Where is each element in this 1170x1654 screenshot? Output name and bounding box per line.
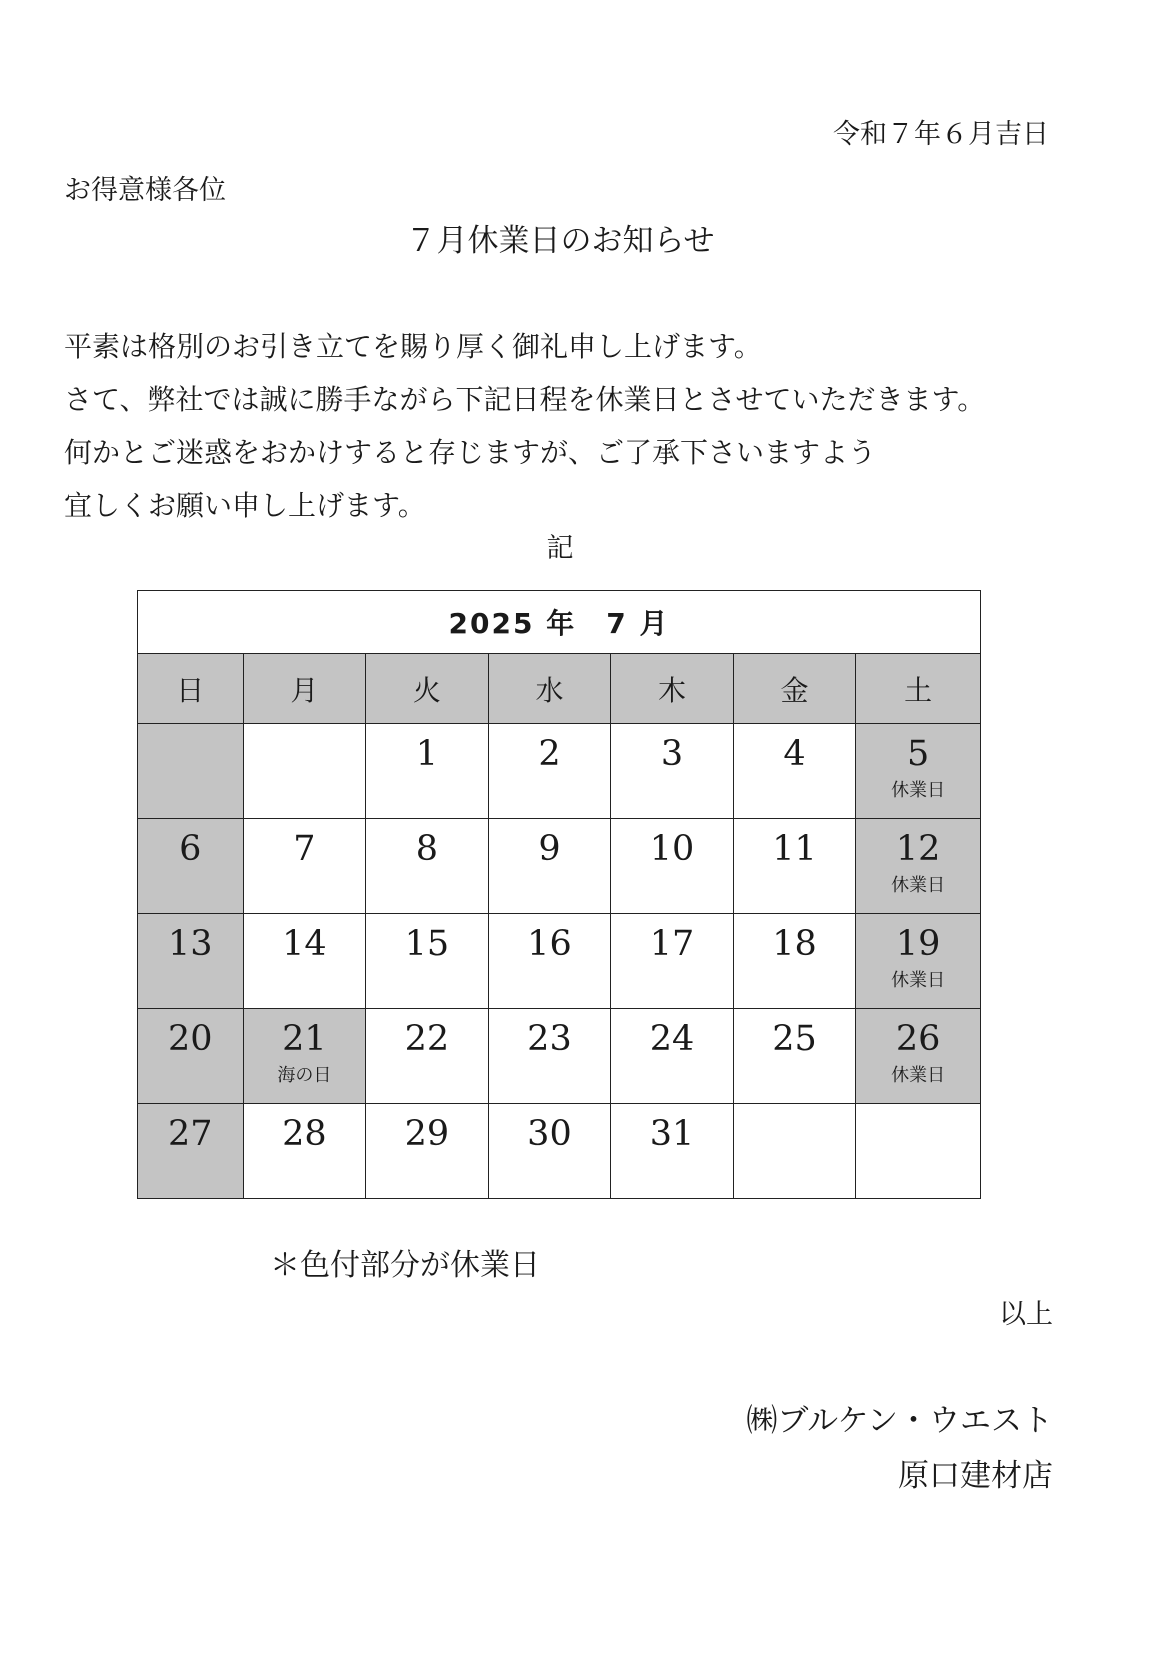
calendar-day-cell — [856, 914, 981, 1009]
body-line: 何かとご迷惑をおかけすると存じますが、ご了承下さいますよう — [64, 436, 877, 469]
company-name: ㈱ブルケン・ウエスト — [746, 1403, 1053, 1439]
weekday-row — [138, 654, 981, 724]
calendar-day-cell — [611, 819, 734, 914]
day-number: 27 — [168, 1114, 213, 1154]
calendar-week-row — [138, 1009, 981, 1104]
weekday-sat: 土 — [856, 654, 981, 724]
calendar-day-cell — [138, 819, 244, 914]
calendar-day-cell — [138, 914, 244, 1009]
day-label: 休業日 — [891, 1065, 946, 1086]
calendar-day-cell — [733, 819, 856, 914]
branch-name: 原口建材店 — [898, 1458, 1053, 1494]
weekday-thu: 木 — [611, 654, 734, 724]
day-number: 31 — [649, 1114, 695, 1154]
body-line: 平素は格別のお引き立てを賜り厚く御礼申し上げます。 — [64, 330, 762, 363]
day-number: 11 — [772, 829, 817, 869]
weekday-tue: 火 — [366, 654, 489, 724]
calendar-body — [138, 724, 981, 1199]
calendar-day-cell — [366, 1009, 489, 1104]
calendar-week-row — [138, 819, 981, 914]
calendar-day-cell — [488, 724, 611, 819]
day-number: 9 — [538, 829, 561, 869]
calendar-day-cell — [611, 724, 734, 819]
calendar-day-cell — [138, 724, 244, 819]
day-number: 23 — [527, 1019, 572, 1059]
weekday-fri: 金 — [733, 654, 856, 724]
day-number: 12 — [895, 829, 941, 869]
day-number: 4 — [783, 734, 806, 774]
ki-mark: 記 — [546, 533, 574, 564]
calendar-day-cell — [366, 1104, 489, 1199]
day-label: 休業日 — [891, 875, 946, 896]
day-number: 5 — [907, 734, 930, 774]
day-number: 30 — [527, 1114, 572, 1154]
calendar-week-row — [138, 724, 981, 819]
calendar-day-cell — [366, 819, 489, 914]
calendar-week-row — [138, 914, 981, 1009]
day-number: 29 — [404, 1114, 450, 1154]
calendar-day-cell — [856, 724, 981, 819]
calendar-day-cell — [366, 724, 489, 819]
document-date: 令和７年６月吉日 — [833, 119, 1049, 150]
calendar-day-cell — [733, 1104, 856, 1199]
day-number: 13 — [168, 924, 213, 964]
calendar-day-cell — [611, 914, 734, 1009]
day-number: 28 — [282, 1114, 327, 1154]
calendar-day-cell — [856, 1104, 981, 1199]
calendar-day-cell — [611, 1009, 734, 1104]
day-number: 19 — [895, 924, 941, 964]
calendar-day-cell — [138, 1009, 244, 1104]
day-number: 24 — [649, 1019, 695, 1059]
day-number: 1 — [415, 734, 439, 774]
day-number: 25 — [772, 1019, 817, 1059]
day-label: 海の日 — [277, 1065, 332, 1086]
calendar-day-cell — [488, 1104, 611, 1199]
body-line: 宜しくお願い申し上げます。 — [64, 489, 426, 522]
calendar-day-cell — [366, 914, 489, 1009]
day-label: 休業日 — [891, 970, 946, 991]
day-number: 2 — [538, 734, 561, 774]
weekday-sun: 日 — [138, 654, 244, 724]
calendar-day-cell — [138, 1104, 244, 1199]
calendar-header: 2025 年 7 月 — [138, 591, 981, 654]
calendar-day-cell — [243, 724, 366, 819]
salutation: お得意様各位 — [64, 175, 226, 206]
calendar-week-row — [138, 1104, 981, 1199]
calendar-table — [137, 590, 981, 1199]
day-number: 26 — [895, 1019, 941, 1059]
notice-title: ７月休業日のお知らせ — [405, 223, 715, 259]
day-number: 16 — [527, 924, 572, 964]
day-label: 休業日 — [891, 780, 946, 801]
day-number: 6 — [179, 829, 202, 869]
calendar-day-cell — [243, 1009, 366, 1104]
calendar-day-cell — [733, 1009, 856, 1104]
day-number: 15 — [404, 924, 450, 964]
calendar-day-cell — [856, 1009, 981, 1104]
company-block — [746, 1394, 1053, 1504]
calendar-day-cell — [243, 819, 366, 914]
day-number: 10 — [649, 829, 695, 869]
day-number: 8 — [415, 829, 439, 869]
calendar-day-cell — [488, 914, 611, 1009]
calendar-day-cell — [243, 914, 366, 1009]
day-number: 21 — [282, 1019, 327, 1059]
day-number: 18 — [772, 924, 817, 964]
calendar-day-cell — [243, 1104, 366, 1199]
calendar-day-cell — [611, 1104, 734, 1199]
calendar-day-cell — [488, 1009, 611, 1104]
calendar-day-cell — [856, 819, 981, 914]
closing-mark: 以上 — [999, 1299, 1053, 1330]
day-number: 17 — [649, 924, 695, 964]
day-number: 20 — [168, 1019, 213, 1059]
day-number: 3 — [660, 734, 684, 774]
weekday-mon: 月 — [243, 654, 366, 724]
day-number: 7 — [293, 829, 316, 869]
weekday-wed: 水 — [488, 654, 611, 724]
body-text — [64, 320, 985, 532]
calendar-day-cell — [733, 914, 856, 1009]
day-number: 22 — [404, 1019, 450, 1059]
day-number: 14 — [282, 924, 327, 964]
calendar-day-cell — [488, 819, 611, 914]
body-line: さて、弊社では誠に勝手ながら下記日程を休業日とさせていただきます。 — [64, 383, 986, 416]
legend-note: ＊色付部分が休業日 — [270, 1248, 540, 1283]
calendar-day-cell — [733, 724, 856, 819]
